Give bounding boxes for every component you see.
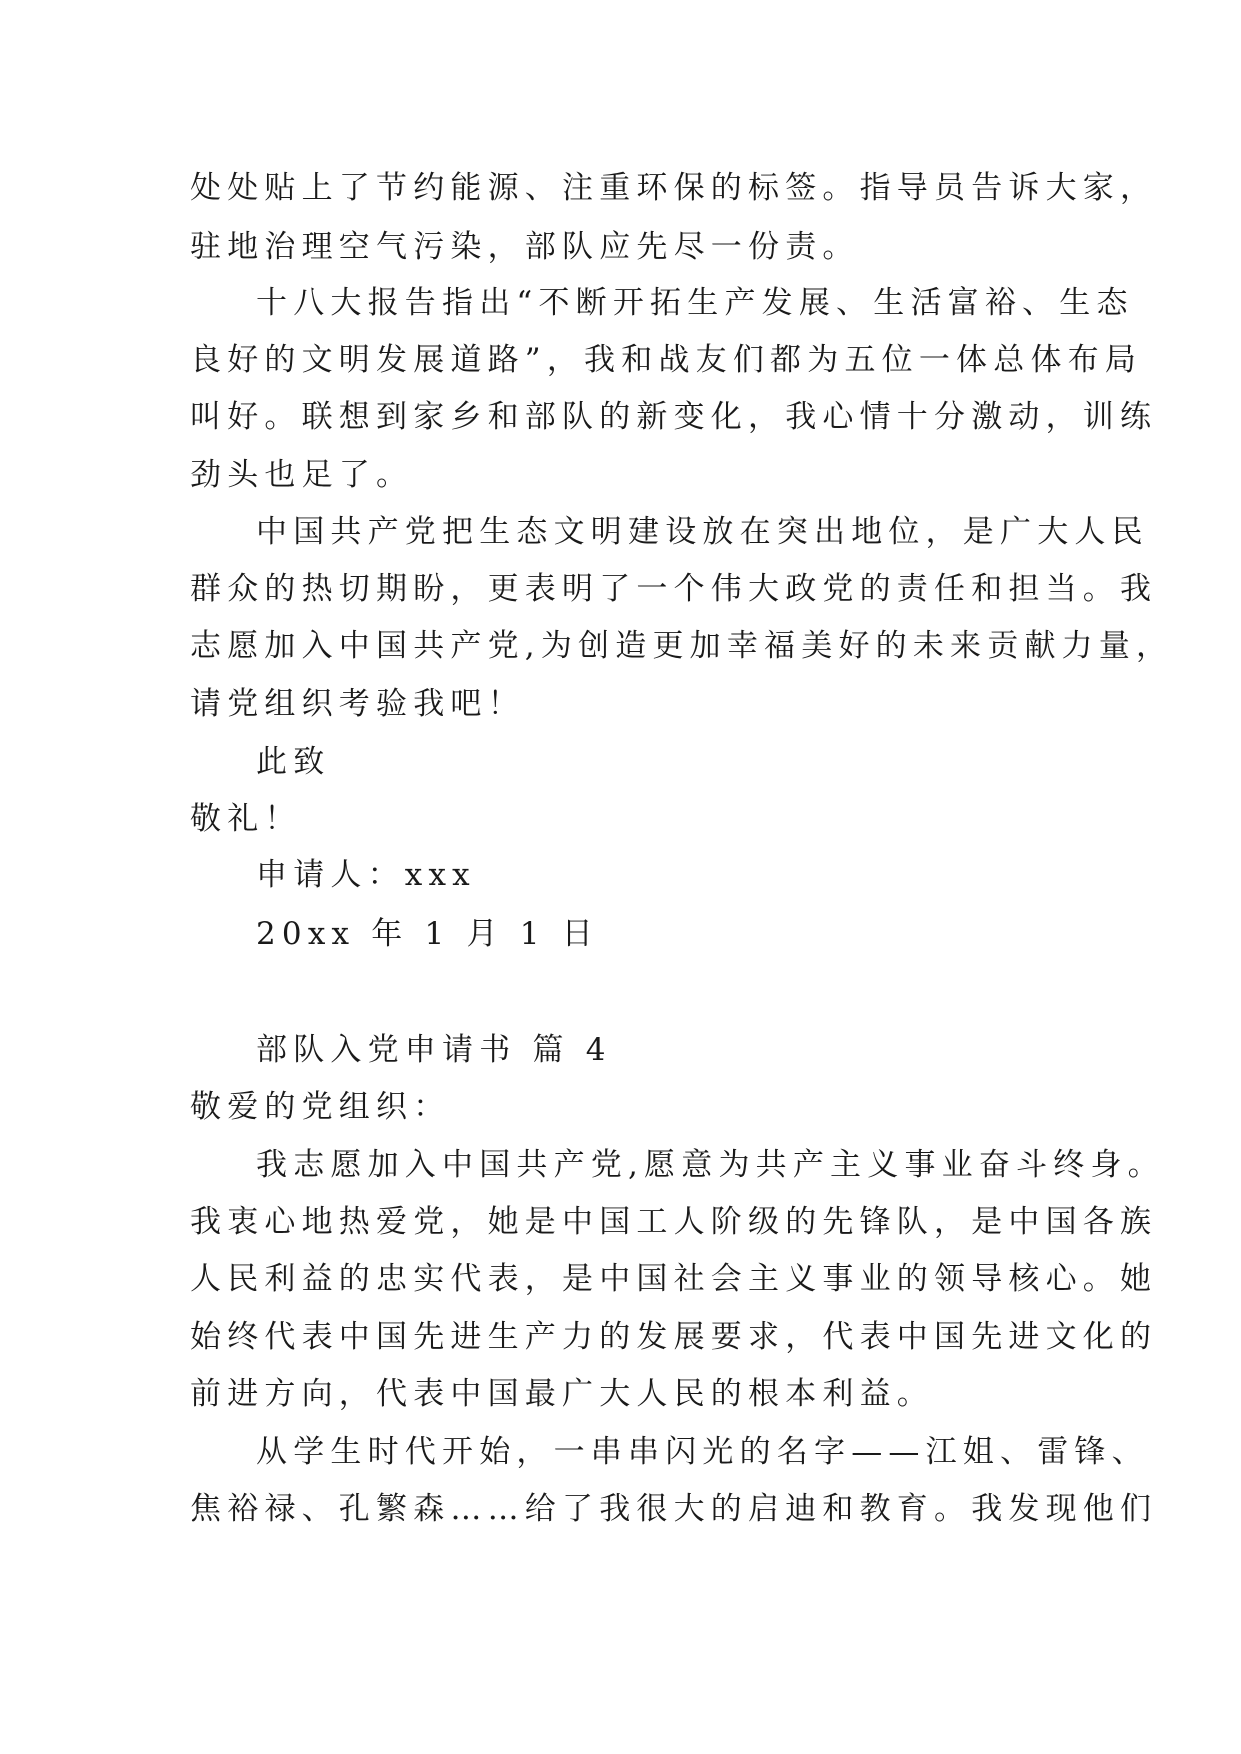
body-text-line: 良好的文明发展道路”，我和战友们都为五位一体总体布局 [190, 342, 1143, 378]
paragraph-start-line: 十八大报告指出“不断开拓生产发展、生活富裕、生态 [256, 285, 1134, 321]
body-text-line: 驻地治理空气污染，部队应先尽一份责。 [190, 229, 860, 265]
body-text-line: 请党组织考验我吧！ [190, 686, 525, 722]
paragraph-start-line: 我志愿加入中国共产党,愿意为共产主义事业奋斗终身。 [256, 1147, 1165, 1183]
closing-respect: 敬礼！ [190, 801, 302, 837]
body-text-line: 始终代表中国先进生产力的发展要求，代表中国先进文化的 [190, 1319, 1158, 1355]
body-text-line: 劲头也足了。 [190, 457, 414, 493]
application-date: 20xx 年 1 月 1 日 [256, 916, 599, 952]
body-text-line: 志愿加入中国共产党,为创造更加幸福美好的未来贡献力量， [190, 628, 1174, 664]
body-text-line: 前进方向，代表中国最广大人民的根本利益。 [190, 1376, 934, 1412]
closing-salutation: 此致 [256, 744, 331, 780]
paragraph-start-line: 从学生时代开始，一串串闪光的名字——江姐、雷锋、 [256, 1434, 1149, 1470]
section-heading: 部队入党申请书 篇 4 [256, 1032, 612, 1068]
body-text-line: 群众的热切期盼，更表明了一个伟大政党的责任和担当。我 [190, 571, 1158, 607]
body-text-line: 我衷心地热爱党，她是中国工人阶级的先锋队，是中国各族 [190, 1204, 1158, 1240]
body-text-line: 焦裕禄、孔繁森……给了我很大的启迪和教育。我发现他们 [190, 1491, 1158, 1527]
applicant-signature: 申请人：xxx [256, 857, 476, 893]
body-text-line: 处处贴上了节约能源、注重环保的标签。指导员告诉大家， [190, 170, 1158, 206]
body-text-line: 叫好。联想到家乡和部队的新变化，我心情十分激动，训练 [190, 399, 1158, 435]
body-text-line: 人民利益的忠实代表，是中国社会主义事业的领导核心。她 [190, 1261, 1158, 1297]
paragraph-start-line: 中国共产党把生态文明建设放在突出地位，是广大人民 [256, 514, 1149, 550]
letter-greeting: 敬爱的党组织： [190, 1089, 451, 1125]
